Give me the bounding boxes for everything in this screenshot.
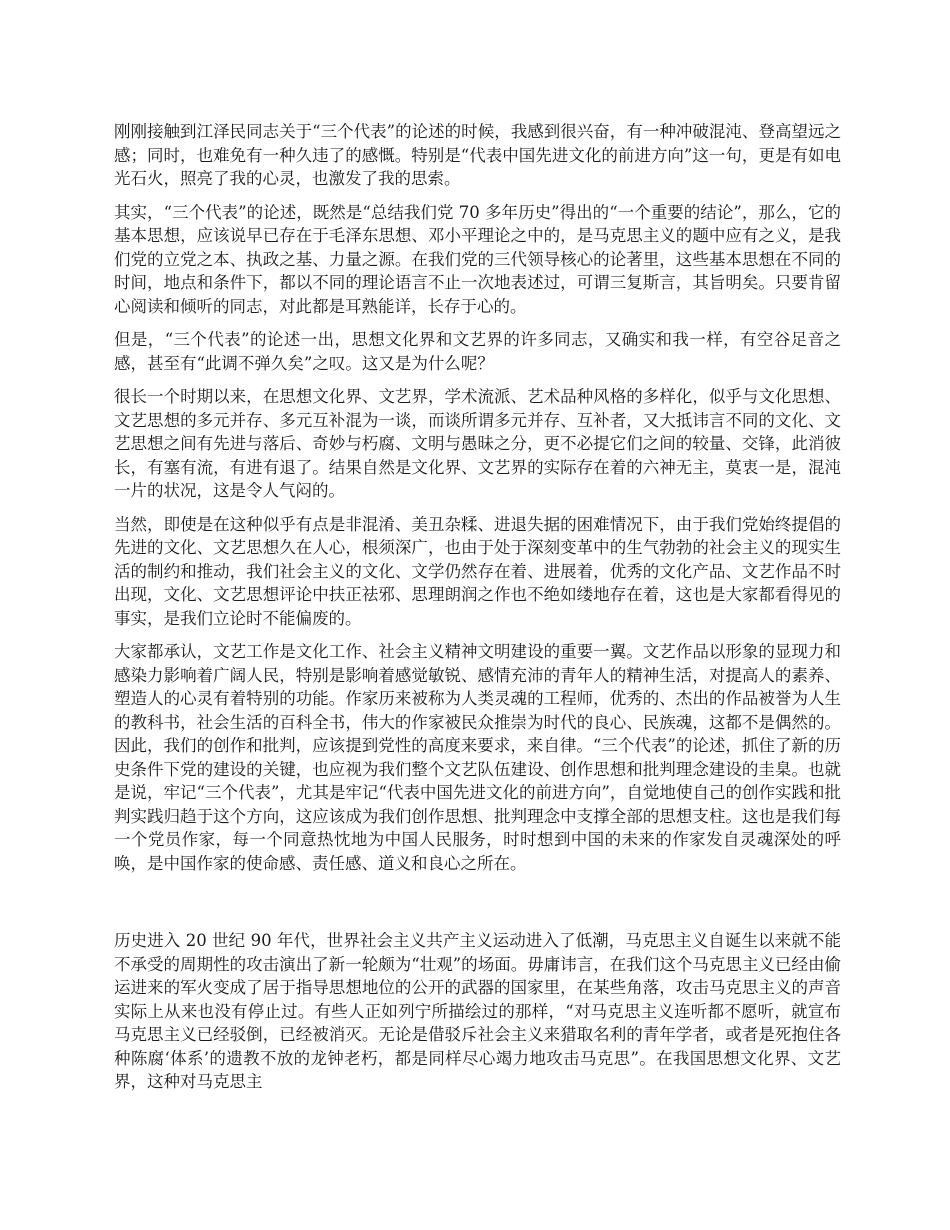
paragraph-5: 当然，即使是在这种似乎有点是非混淆、美丑杂糅、进退失据的困难情况下，由于我们党始终提倡的先进的文化、文艺思想久在人心，根须深广，也由于处于深刻变革中的生气勃勃的社会主义的现实生活的制约和推动，我们社会主义的文化、文学仍然存在着、进展着，优秀的文化产品、文艺作品不时出现，文化、文艺思想评论中扶正祛邪、思理朗润之作也不绝如缕地存在着，这也是大家都看得见的事实，是我们立论时不能偏废的。: [114, 514, 841, 628]
paragraph-6: 大家都承认，文艺工作是文化工作、社会主义精神文明建设的重要一翼。文艺作品以形象的显现力和感染力影响着广阔人民，特别是影响着感觉敏锐、感情充沛的青年人的精神生活，对提高人的素养、塑造人的心灵有着特别的功能。作家历来被称为人类灵魂的工程师，优秀的、杰出的作品被誉为人生的教科书，社会生活的百科全书，伟大的作家被民众推崇为时代的良心、民族魂，这都不是偶然的。因此，我们的创作和批判，应该提到党性的高度来要求，来自律。“三个代表”的论述，抓住了新的历史条件下党的建设的关键，也应视为我们整个文艺队伍建设、创作思想和批判理念建设的圭臬。也就是说，牢记“三个代表”，尤其是牢记“代表中国先进文化的前进方向”，自觉地使自己的创作实践和批判实践归趋于这个方向，这应该成为我们创作思想、批判理念中支撑全部的思想支柱。这也是我们每一个党员作家，每一个同意热忱地为中国人民服务，时时想到中国的未来的作家发自灵魂深处的呼唤，是中国作家的使命感、责任感、道义和良心之所在。: [114, 642, 841, 873]
paragraph-3: 但是，“三个代表”的论述一出，思想文化界和文艺界的许多同志，又确实和我一样，有空谷足音之感，甚至有“此调不弹久矣”之叹。这又是为什么呢？: [114, 330, 841, 373]
paragraph-1: 刚刚接触到江泽民同志关于“三个代表”的论述的时候，我感到很兴奋，有一种冲破混沌、登高望远之感；同时，也难免有一种久违了的感慨。特别是“代表中国先进文化的前进方向”这一句，更是有如电光石火，照亮了我的心灵，也激发了我的思索。: [114, 122, 841, 188]
paragraph-7: 历史进入 20 世纪 90 年代，世界社会主义共产主义运动进入了低潮，马克思主义自诞生以来就不能不承受的周期性的攻击演出了新一轮颇为“壮观”的场面。毋庸讳言，在我们这个马克思主义已经由偷运进来的军火变成了居于指导思想地位的公开的武器的国家里，在某些角落，攻击马克思主义的声音实际上从来也没有停止过。有些人正如列宁所描绘过的那样，“对马克思主义连听都不愿听，就宣布马克思主义已经驳倒，已经被消灭。无论是借驳斥社会主义来猎取名利的青年学者，或者是死抱住各种陈腐‘体系’的遗教不放的龙钟老朽，都是同样尽心竭力地攻击马克思”。在我国思想文化界、文艺界，这种对马克思主: [114, 931, 841, 1091]
document-body: [114, 120, 841, 1104]
paragraph-4: 很长一个时期以来，在思想文化界、文艺界，学术流派、艺术品种风格的多样化，似乎与文化思想、文艺思想的多元并存、多元互补混为一谈，而谈所谓多元并存、互补者，又大抵讳言不同的文化、文艺思想之间有先进与落后、奇妙与朽腐、文明与愚昧之分，更不必提它们之间的较量、交锋，此消彼长，有塞有流，有进有退了。结果自然是文化界、文艺界的实际存在着的六神无主，莫衷一是，混沌一片的状况，这是令人气闷的。: [114, 387, 841, 500]
paragraph-2: 其实，“三个代表”的论述，既然是“总结我们党 70 多年历史”得出的“一个重要的结论”，那么，它的基本思想，应该说早已存在于毛泽东思想、邓小平理论之中的，是马克思主义的题中应有之义，是我们党的立党之本、执政之基、力量之源。在我们党的三代领导核心的论著里，这些基本思想在不同的时间，地点和条件下，都以不同的理论语言不止一次地表述过，可谓三复斯言，其旨明矣。只要肯留心阅读和倾听的同志，对此都是耳熟能详，长存于心的。: [114, 202, 841, 316]
section-gap: [114, 885, 841, 929]
